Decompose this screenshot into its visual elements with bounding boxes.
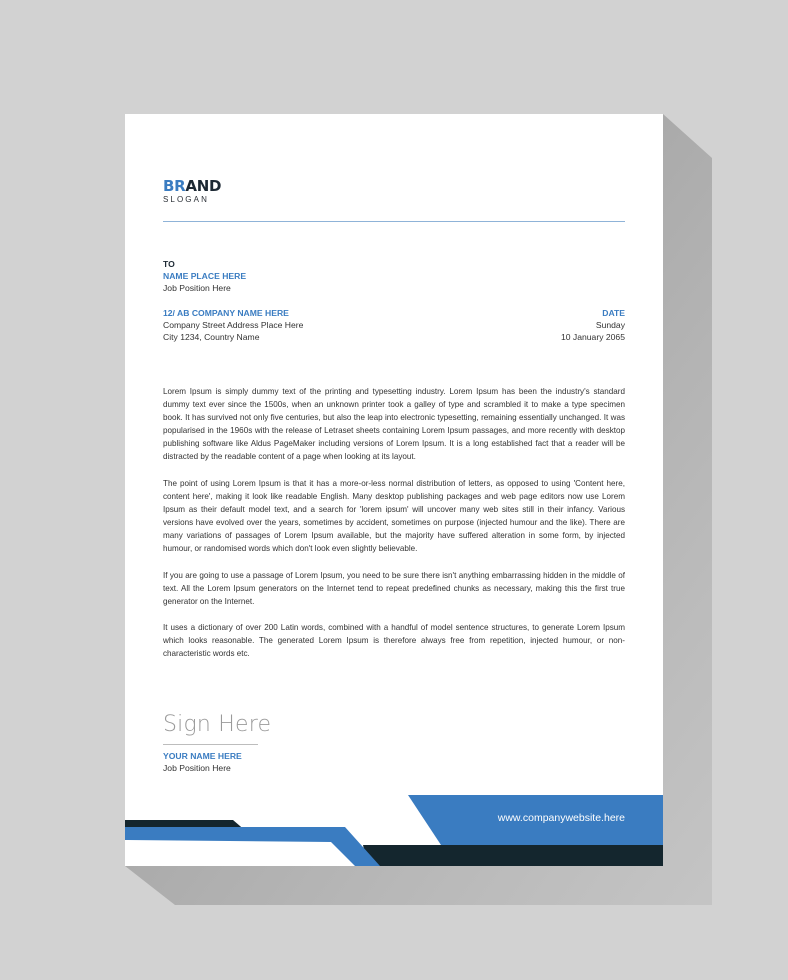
signature-placeholder: Sign Here xyxy=(163,712,272,737)
company-city: City 1234, Country Name xyxy=(163,332,260,342)
body-paragraph-3: If you are going to use a passage of Lorem Ipsum, you need to be sure there isn't anything embarrassing hidden in the middle of text. All the Lorem Ipsum generators on the Internet tend to repeat predefined chunks as necessary, making this the first true generator on the Internet. xyxy=(163,571,625,607)
date-day: Sunday xyxy=(595,320,625,330)
body-paragraph-1: Lorem Ipsum is simply dummy text of the printing and typesetting industry. Lorem Ipsum has been the industry's standard dummy text ever since the 1500s, when an unknown printer took a galley of type and scrambled it to make a type specimen book. It has survived not only five centuries, but also the leap into electronic typesetting, remaining essentially unchanged. It was popularised in the 1960s with the release of Letraset sheets containing Lorem Ipsum passages, and more recently with desktop publishing software like Aldus PageMaker including versions of Lorem Ipsum. It is a long established fact that a reader will be distracted by the readable content of a page when looking at its layout. xyxy=(163,387,625,462)
letterhead-page xyxy=(125,114,663,866)
recipient-position: Job Position Here xyxy=(163,283,231,293)
date-value: 10 January 2065 xyxy=(560,332,625,342)
body-paragraph-2: The point of using Lorem Ipsum is that it has a more-or-less normal distribution of letters, as opposed to using 'Content here, content here', making it look like readable English. Many desktop publishing packages and web page editors now use Lorem Ipsum as their default model text, and a search for 'lorem ipsum' will uncover many web sites still in their infancy. Various versions have evolved over the years, sometimes by accident, sometimes on purpose (injected humour and the like). There are many variations of passages of Lorem Ipsum available, but the majority have suffered alteration in some form, by injected humour, or randomised words which don't look even slightly believable. xyxy=(163,479,625,554)
brand-part-2: AND xyxy=(185,177,222,195)
company-name: 12/ AB COMPANY NAME HERE xyxy=(163,308,289,318)
brand-part-1: BR xyxy=(163,177,186,195)
header-divider xyxy=(163,221,625,222)
signer-position: Job Position Here xyxy=(163,763,231,773)
date-label: DATE xyxy=(602,308,625,318)
brand-slogan: SLOGAN xyxy=(163,195,209,204)
brand-logo xyxy=(163,178,221,194)
recipient-name: NAME PLACE HERE xyxy=(163,271,247,281)
company-website: www.companywebsite.here xyxy=(497,812,625,824)
body-paragraph-4: It uses a dictionary of over 200 Latin words, combined with a handful of model sentence structures, to generate Lorem Ipsum which looks reasonable. The generated Lorem Ipsum is therefore always free from repetition, injected humour, or non-characteristic words etc. xyxy=(163,623,625,659)
company-street: Company Street Address Place Here xyxy=(163,320,304,330)
signer-name: YOUR NAME HERE xyxy=(163,751,242,761)
signature-line xyxy=(163,744,258,745)
to-label: TO xyxy=(163,259,175,269)
